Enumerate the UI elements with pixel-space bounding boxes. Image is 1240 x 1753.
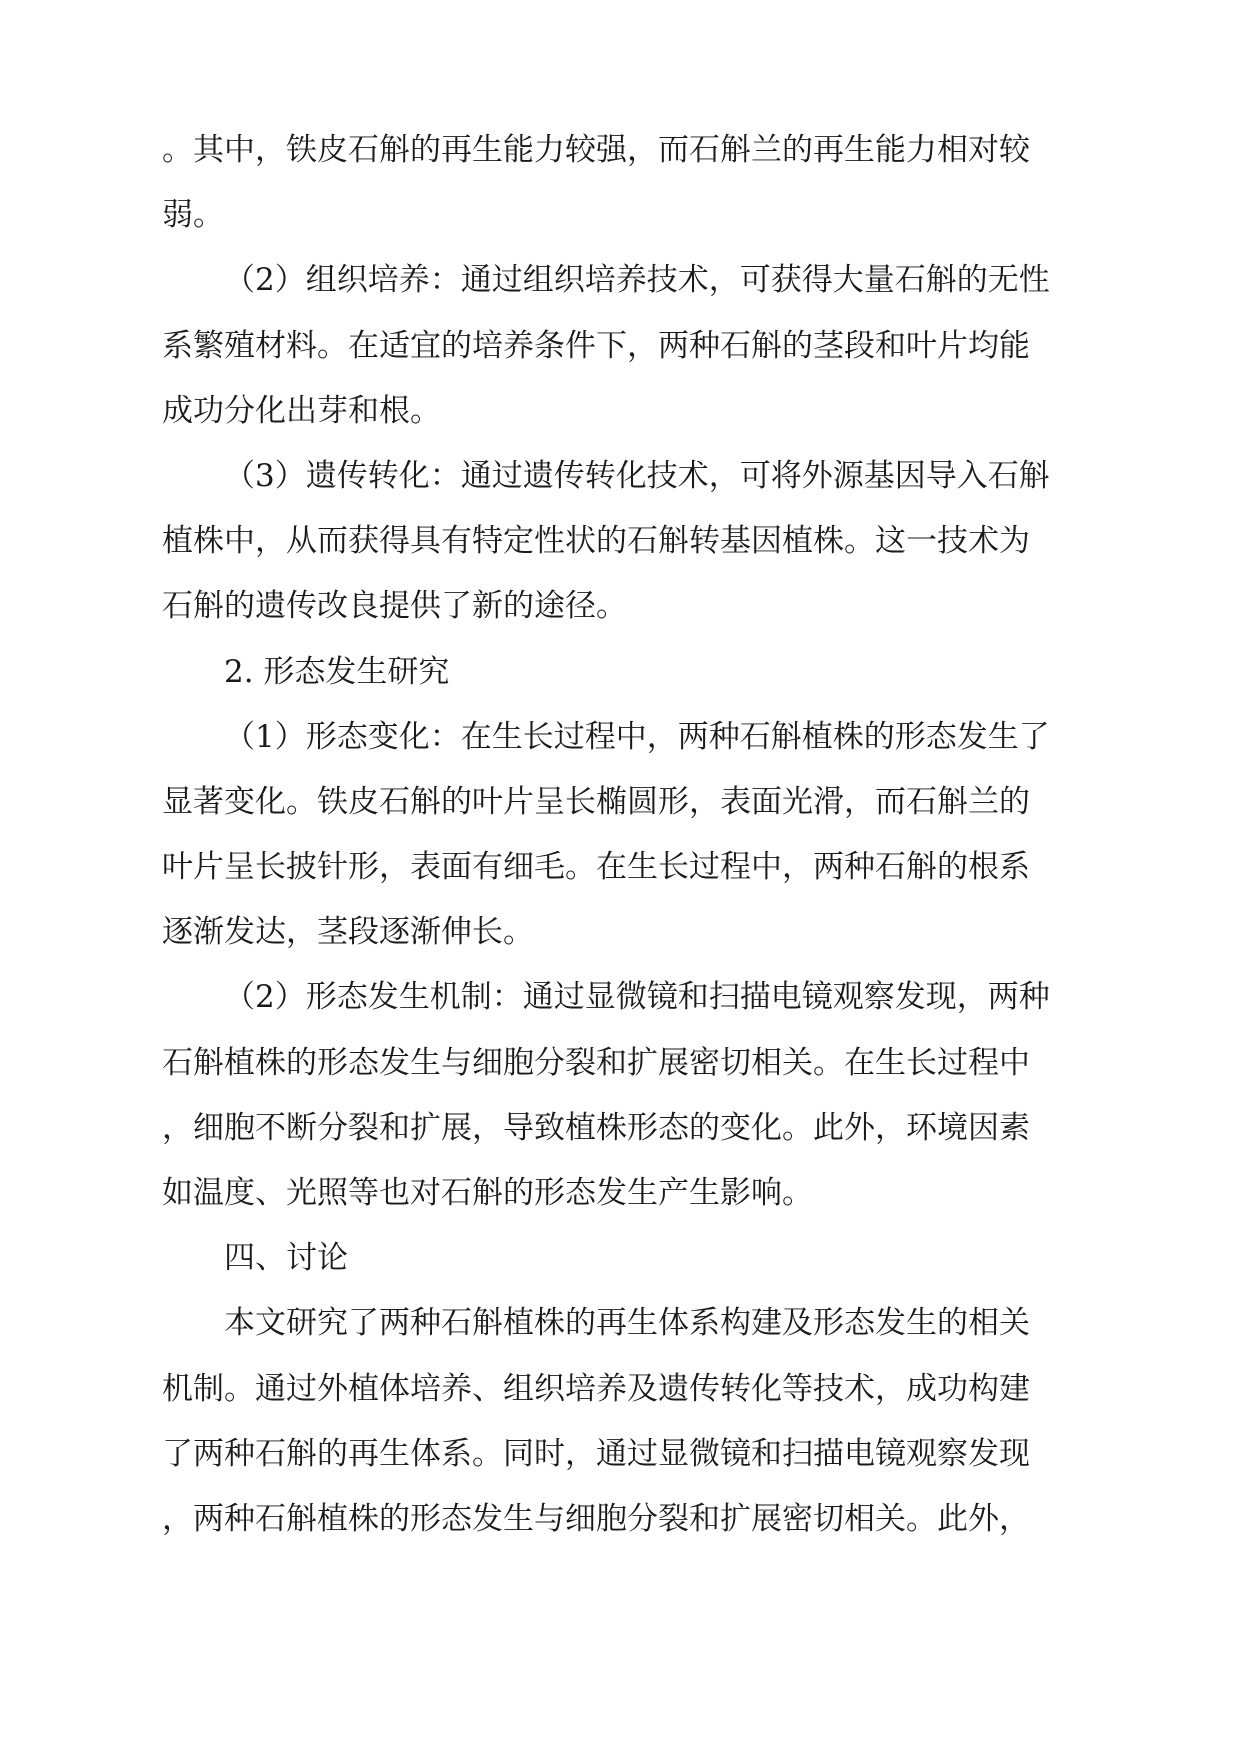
text-line: ，两种石斛植株的形态发生与细胞分裂和扩展密切相关。此外， — [162, 1500, 1030, 1537]
text-line: 成功分化出芽和根。 — [162, 392, 441, 429]
text-line: 如温度、光照等也对石斛的形态发生产生影响。 — [162, 1175, 813, 1211]
body-text — [162, 118, 1100, 1552]
text-line: 叶片呈长披针形，表面有细毛。在生长过程中，两种石斛的根系 — [162, 849, 1030, 886]
text-line: （1）形态变化：在生长过程中，两种石斛植株的形态发生了 — [224, 718, 1050, 755]
text-line: 了两种石斛的再生体系。同时，通过显微镜和扫描电镜观察发现 — [162, 1435, 1030, 1472]
text-line: 本文研究了两种石斛植株的再生体系构建及形态发生的相关 — [224, 1305, 1030, 1342]
text-line: 植株中，从而获得具有特定性状的石斛转基因植株。这一技术为 — [162, 523, 1030, 560]
text-line: ，细胞不断分裂和扩展，导致植株形态的变化。此外，环境因素 — [162, 1109, 1030, 1146]
text-line: 四、讨论 — [224, 1240, 348, 1277]
text-line: 逐渐发达，茎段逐渐伸长。 — [162, 914, 534, 951]
text-line: （2）组织培养：通过组织培养技术，可获得大量石斛的无性 — [224, 262, 1050, 299]
text-line: 系繁殖材料。在适宜的培养条件下，两种石斛的茎段和叶片均能 — [162, 327, 1030, 364]
text-line: （3）遗传转化：通过遗传转化技术，可将外源基因导入石斛 — [224, 457, 1050, 494]
text-line: 弱。 — [162, 197, 224, 234]
text-line: 石斛的遗传改良提供了新的途径。 — [162, 588, 627, 625]
text-line: 。其中，铁皮石斛的再生能力较强，而石斛兰的再生能力相对较 — [162, 132, 1030, 168]
text-line: （2）形态发生机制：通过显微镜和扫描电镜观察发现，两种 — [224, 979, 1050, 1016]
text-line: 机制。通过外植体培养、组织培养及遗传转化等技术，成功构建 — [162, 1370, 1030, 1407]
text-line: 显著变化。铁皮石斛的叶片呈长椭圆形，表面光滑，而石斛兰的 — [162, 783, 1030, 820]
text-line: 石斛植株的形态发生与细胞分裂和扩展密切相关。在生长过程中 — [162, 1044, 1030, 1081]
text-line: 2. 形态发生研究 — [224, 653, 450, 690]
